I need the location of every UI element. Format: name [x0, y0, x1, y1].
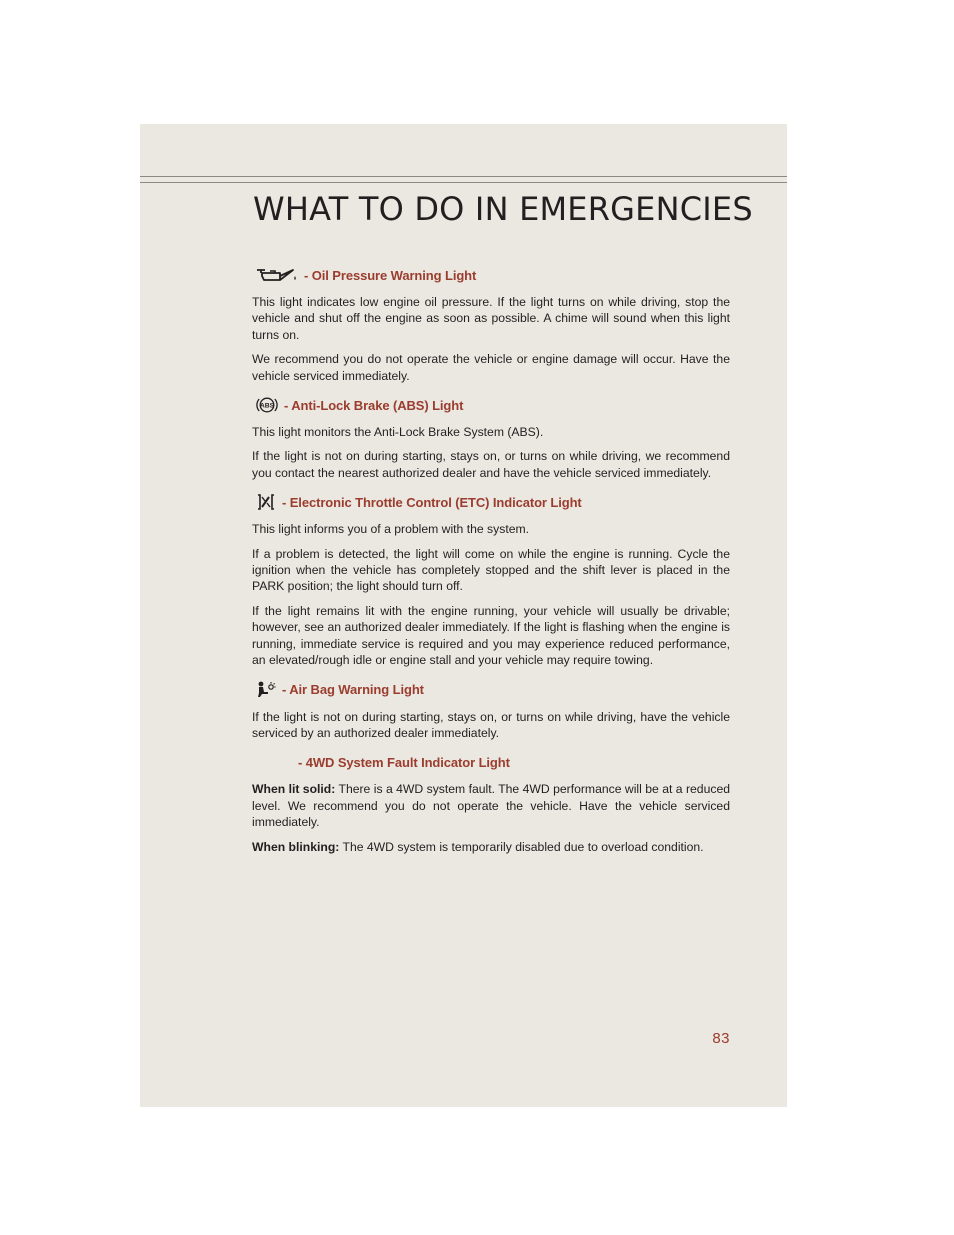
paragraph: If the light is not on during starting, stays on, or turns on while driving, have the vehicle serviced by an authorized dealer immediately. [252, 709, 730, 740]
paragraph [252, 839, 730, 855]
manual-page [140, 124, 787, 1107]
paragraph: We recommend you do not operate the vehicle or engine damage will occur. Have the vehicle serviced immediately. [252, 352, 730, 383]
section-title: - 4WD System Fault Indicator Light [298, 754, 510, 770]
paragraph-lead: When blinking: [252, 839, 340, 854]
page-content [252, 262, 730, 863]
paragraph: If a problem is detected, the light will come on while the engine is running. Cycle the ignition when the vehicle has completely stopped and the shift lever is placed in the PARK position; the light should turn off. [252, 546, 730, 594]
abs-icon [256, 395, 278, 415]
airbag-icon [256, 681, 276, 699]
paragraph: This light indicates low engine oil pressure. If the light turns on while driving, stop the vehicle and shut off the engine as soon as possible. A chime will sound when this light turns on. [252, 295, 730, 342]
throttle-icon [256, 493, 276, 511]
header-rule-top [140, 176, 787, 177]
paragraph-text: There is a 4WD system fault. The 4WD performance will be at a reduced level. We recommend you do not operate the vehicle. Have the vehicle serviced immediately. [252, 782, 730, 830]
chapter-title: WHAT TO DO IN EMERGENCIES [253, 190, 753, 228]
section-title: - Air Bag Warning Light [282, 682, 424, 697]
section-heading-abs [252, 392, 730, 418]
section-title: - Oil Pressure Warning Light [304, 267, 477, 283]
oil-can-icon [256, 267, 298, 283]
section-heading-etc [252, 489, 730, 515]
paragraph: This light informs you of a problem with the system. [252, 522, 530, 537]
header-rule-bottom [140, 182, 787, 183]
section-heading-oil-pressure [252, 262, 730, 288]
paragraph: If the light is not on during starting, stays on, or turns on while driving, we recommend you contact the nearest authorized dealer and have the vehicle serviced immediately. [252, 449, 730, 480]
section-heading-air-bag [252, 677, 730, 703]
paragraph: If the light remains lit with the engine running, your vehicle will usually be drivable; however, see an authorized dealer immediately. If the light is flashing when the engine is running, immediate service is required and you may experience reduced performance, an elevated/rough idle or engine stall and your vehicle may require towing. [252, 603, 730, 668]
section-title: - Electronic Throttle Control (ETC) Indicator Light [282, 494, 582, 510]
abs-icon-label: ABS [259, 402, 275, 410]
section-heading-4wd [252, 749, 730, 775]
paragraph [252, 781, 730, 830]
paragraph-lead: When lit solid: [252, 782, 336, 797]
section-title: - Anti-Lock Brake (ABS) Light [284, 397, 464, 413]
paragraph: This light monitors the Anti-Lock Brake System (ABS). [252, 425, 544, 440]
page-number: 83 [712, 1030, 730, 1047]
paragraph-text: The 4WD system is temporarily disabled due to overload condition. [339, 839, 704, 854]
